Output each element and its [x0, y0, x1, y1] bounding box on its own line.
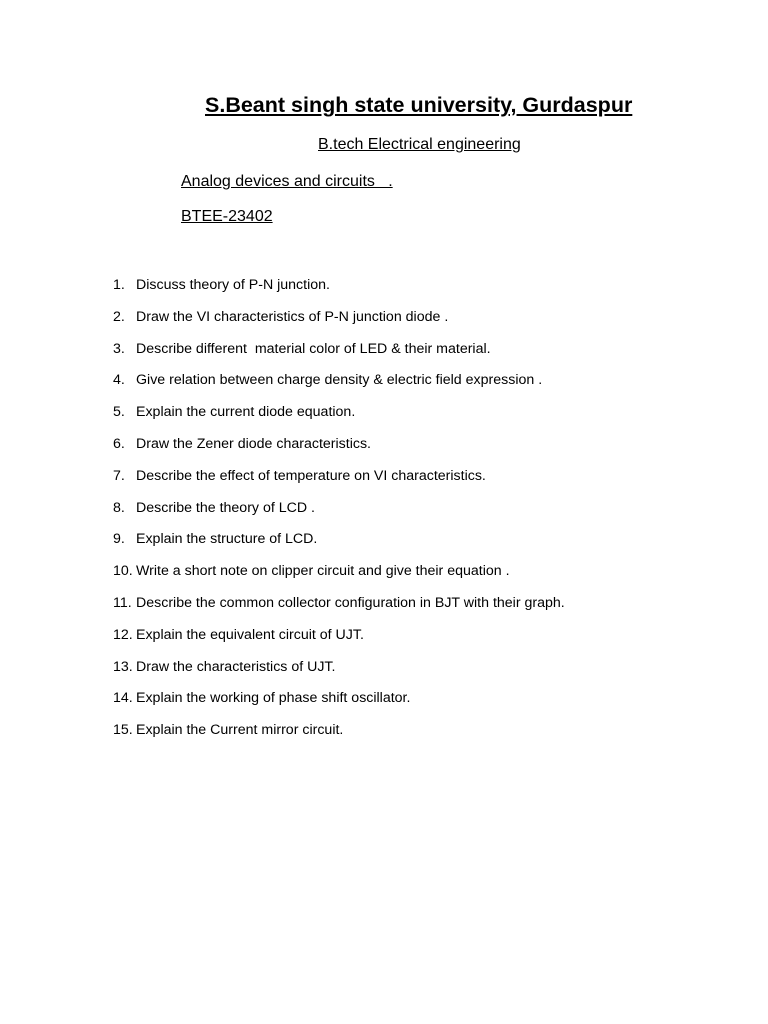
course-name: Analog devices and circuits . — [181, 173, 393, 190]
question-number: 6. — [113, 435, 125, 452]
question-text: Explain the equivalent circuit of UJT. — [136, 626, 364, 643]
question-item — [0, 436, 768, 468]
question-item — [0, 500, 768, 532]
question-text: Explain the Current mirror circuit. — [136, 722, 344, 739]
question-text: Describe the theory of LCD . — [136, 499, 315, 516]
question-item — [0, 309, 768, 341]
question-number: 12. — [113, 626, 133, 643]
question-text: Write a short note on clipper circuit and give their equation . — [136, 563, 510, 580]
question-item — [0, 404, 768, 436]
question-number: 4. — [113, 372, 125, 389]
question-text: Draw the Zener diode characteristics. — [136, 435, 371, 452]
question-item — [0, 372, 768, 404]
question-text: Describe different material color of LED & their material. — [136, 340, 491, 357]
question-item — [0, 277, 768, 309]
question-list — [0, 277, 768, 754]
question-number: 2. — [113, 308, 125, 325]
question-item — [0, 627, 768, 659]
question-text: Draw the characteristics of UJT. — [136, 658, 336, 675]
question-text: Discuss theory of P-N junction. — [136, 277, 330, 293]
question-text: Explain the structure of LCD. — [136, 531, 318, 548]
question-item — [0, 659, 768, 691]
question-text: Explain the working of phase shift oscillator. — [136, 690, 411, 707]
question-item — [0, 341, 768, 373]
question-item — [0, 468, 768, 500]
question-number: 3. — [113, 340, 125, 357]
question-item — [0, 595, 768, 627]
course-code: BTEE-23402 — [181, 208, 273, 225]
question-number: 1. — [113, 277, 125, 293]
question-item — [0, 690, 768, 722]
question-item — [0, 531, 768, 563]
question-number: 5. — [113, 404, 125, 421]
question-item — [0, 722, 768, 754]
question-item — [0, 563, 768, 595]
program-subtitle: B.tech Electrical engineering — [318, 136, 521, 153]
question-number: 8. — [113, 499, 125, 516]
question-text: Describe the effect of temperature on VI characteristics. — [136, 467, 486, 484]
question-text: Give relation between charge density & electric field expression . — [136, 372, 543, 389]
question-text: Describe the common collector configuration in BJT with their graph. — [136, 594, 565, 611]
question-number: 14. — [113, 690, 133, 707]
question-number: 9. — [113, 531, 125, 548]
question-number: 15. — [113, 722, 133, 739]
question-text: Explain the current diode equation. — [136, 404, 356, 421]
question-text: Draw the VI characteristics of P-N junction diode . — [136, 308, 449, 325]
question-number: 13. — [113, 658, 133, 675]
university-title: S.Beant singh state university, Gurdaspur — [205, 93, 633, 117]
question-number: 11. — [113, 594, 132, 611]
question-number: 10. — [113, 563, 133, 580]
question-number: 7. — [113, 467, 125, 484]
